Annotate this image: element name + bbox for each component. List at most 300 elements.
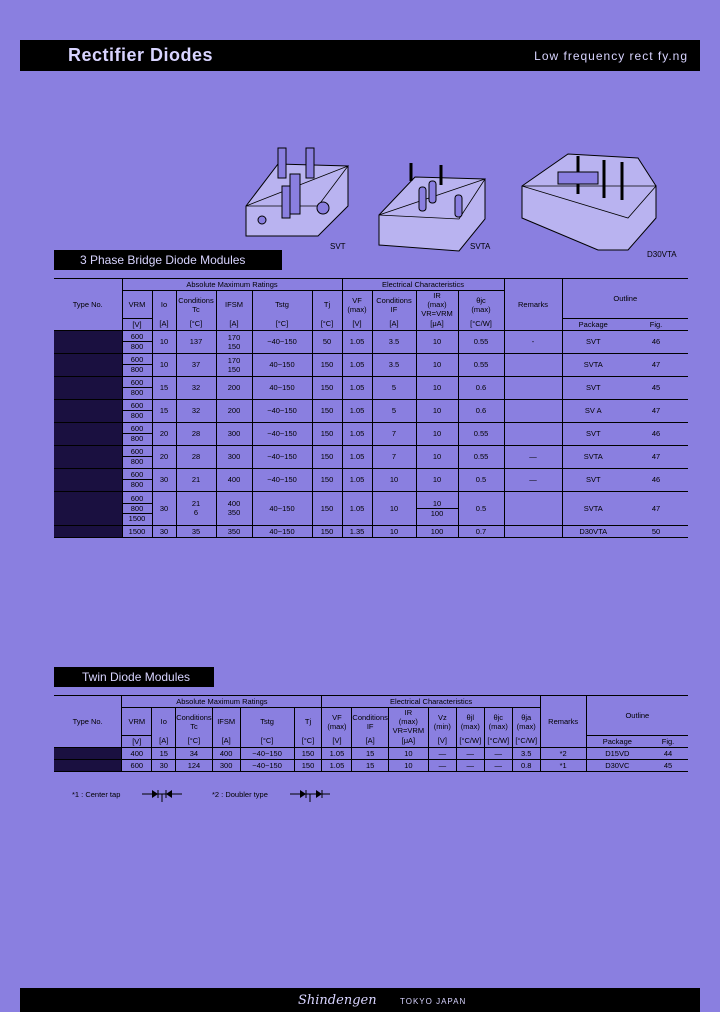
tstg-cell: 40~150: [252, 525, 312, 537]
ir-value: 100: [430, 526, 444, 536]
io-cell: 30: [152, 468, 176, 491]
bridge-unit-ua: [μA]: [416, 318, 458, 330]
rja-cell: 0.8: [512, 759, 540, 771]
vrm-cell: [122, 468, 152, 491]
package-cell: D30VTA: [562, 525, 624, 537]
ir-value: 10: [432, 406, 442, 415]
twin-header-cond2: [352, 708, 388, 736]
bridge-header-cond2: [372, 291, 416, 319]
bridge-header-ir-cond: VR=VRM: [421, 309, 453, 318]
vrm-cell: [122, 525, 152, 537]
bridge-header-package: Package: [562, 318, 624, 330]
rjl-cell: —: [456, 759, 484, 771]
if-cell: 5: [372, 376, 416, 399]
bridge-header-absmax: Absolute Maximum Ratings: [122, 279, 342, 291]
package-cell: SVT: [562, 376, 624, 399]
vrm-value: 600: [123, 447, 152, 457]
twin-header-ifsm: IFSM: [212, 708, 240, 736]
ifsm-value: 400: [227, 475, 241, 484]
tstg-cell: 40~150: [252, 376, 312, 399]
twin-header-rjl-text: θjl: [466, 712, 475, 722]
io-cell: 15: [152, 376, 176, 399]
twin-header-vz-text: Vz: [437, 712, 447, 722]
tj-cell: 150: [312, 422, 342, 445]
ifsm-value: 350: [227, 508, 241, 517]
twin-header-tstg: Tstg: [240, 708, 294, 736]
table-row: [54, 759, 688, 771]
ifsm-cell: [216, 376, 252, 399]
vrm-value: 600: [123, 332, 152, 342]
rth-cell: 0.5: [458, 491, 504, 525]
if-cell: 15: [352, 759, 388, 771]
tstg-cell: −40~150: [252, 422, 312, 445]
ir-value: 10: [432, 475, 442, 484]
bridge-header-rth: [458, 291, 504, 319]
twin-unit-v: [V]: [122, 735, 152, 747]
vrm-value: 1500: [128, 526, 146, 536]
vf-cell: 1.05: [342, 376, 372, 399]
ir-cell: 10: [388, 747, 428, 759]
vrm-cell: [122, 422, 152, 445]
bridge-unit-v: [V]: [122, 318, 152, 330]
twin-unit-v2: [V]: [322, 735, 352, 747]
table-row: [54, 353, 688, 376]
vrm-value: 600: [123, 355, 152, 365]
fig-cell: 50: [651, 526, 661, 536]
tc-cell: [176, 445, 216, 468]
twin-header-absmax: Absolute Maximum Ratings: [122, 696, 322, 708]
type-no-redacted: [54, 491, 122, 525]
ifsm-cell: [216, 399, 252, 422]
bridge-header-cond-text: Conditions: [178, 295, 214, 305]
io-cell: 10: [152, 330, 176, 353]
twin-header-ir-cond: VR=VRM: [392, 726, 425, 735]
vrm-value: 800: [130, 388, 144, 397]
vf-cell: 1.05: [342, 445, 372, 468]
if-cell: 3.5: [372, 353, 416, 376]
twin-unit-c3: [°C]: [294, 735, 322, 747]
ir-cell: 10: [388, 759, 428, 771]
package-cell: SVTA: [562, 353, 624, 376]
ir-cell: [416, 525, 458, 537]
fig-cell: 47: [651, 452, 661, 461]
bridge-header-outline: Outline: [562, 279, 688, 319]
bridge-header-cond: [176, 291, 216, 319]
rjc-cell: —: [484, 759, 512, 771]
tstg-cell: 40~150: [252, 353, 312, 376]
tc-value: 28: [191, 452, 201, 461]
twin-unit-a: [A]: [152, 735, 176, 747]
twin-note-2: *2 : Doubler type: [212, 790, 268, 799]
tstg-cell: −40~150: [252, 399, 312, 422]
vrm-value: 800: [130, 434, 144, 443]
twin-header-cond: [176, 708, 212, 736]
if-cell: 10: [372, 525, 416, 537]
bridge-unit-a3: [A]: [372, 318, 416, 330]
twin-header-rja-max: (max): [516, 721, 536, 731]
remarks-cell: [504, 399, 562, 422]
remarks-cell: *2: [540, 747, 586, 759]
rth-cell: 0.7: [458, 525, 504, 537]
vrm-cell: [122, 330, 152, 353]
ifsm-value: 200: [227, 383, 241, 392]
ifsm-cell: 300: [212, 759, 240, 771]
twin-header-ir: [388, 708, 428, 736]
vrm-value: 800: [130, 457, 144, 466]
twin-header-type: Type No.: [54, 696, 122, 748]
page-title: Rectifier Diodes: [68, 45, 214, 65]
if-cell: 7: [372, 445, 416, 468]
twin-header-remarks: Remarks: [540, 696, 586, 748]
bridge-header-ir-text: IR: [433, 291, 441, 300]
d30vta-package-drawing: [518, 146, 663, 256]
ir-cell: [416, 376, 458, 399]
twin-note-1: *1 : Center tap: [72, 790, 121, 799]
svta-package-drawing: [375, 155, 495, 255]
fig-cell: 44: [663, 748, 673, 758]
ir-value: 10: [432, 337, 442, 346]
type-no-redacted: [54, 759, 122, 771]
tc-cell: 34: [176, 747, 212, 759]
io-cell: 30: [152, 525, 176, 537]
if-cell: 7: [372, 422, 416, 445]
vf-cell: 1.35: [342, 525, 372, 537]
vrm-cell: [122, 399, 152, 422]
vf-cell: 1.05: [342, 399, 372, 422]
table-row: [54, 525, 688, 537]
rja-cell: 3.5: [512, 747, 540, 759]
vrm-value: 800: [130, 365, 144, 374]
tc-cell: [176, 330, 216, 353]
twin-spec-table: [54, 695, 688, 772]
ifsm-value: 200: [227, 406, 241, 415]
vf-cell: 1.05: [322, 759, 352, 771]
ifsm-value: 170: [227, 332, 241, 342]
remarks-cell: [504, 491, 562, 525]
vz-cell: —: [428, 759, 456, 771]
tc-value: 35: [191, 526, 201, 536]
tstg-cell: −40~150: [252, 468, 312, 491]
package-cell: D30VC: [586, 759, 648, 771]
type-no-redacted: [54, 330, 122, 353]
if-cell: 10: [372, 491, 416, 525]
twin-header-rjl-max: (max): [460, 721, 480, 731]
vrm-value: 600: [123, 378, 152, 388]
io-cell: 15: [152, 747, 176, 759]
bridge-header-fig: Fig.: [624, 318, 688, 330]
vrm-cell: [122, 491, 152, 525]
bridge-header-rth-text: θjc: [476, 295, 486, 305]
bridge-header-remarks: Remarks: [504, 279, 562, 331]
bridge-header-io: Io: [152, 291, 176, 319]
tj-cell: 50: [312, 330, 342, 353]
bridge-header-vf-max: (max): [347, 304, 367, 314]
type-no-redacted: [54, 376, 122, 399]
vf-cell: 1.05: [342, 422, 372, 445]
twin-section-title-text: Twin Diode Modules: [82, 670, 191, 684]
rth-cell: 0.55: [458, 330, 504, 353]
if-cell: 15: [352, 747, 388, 759]
tc-cell: [176, 399, 216, 422]
vf-cell: 1.05: [322, 747, 352, 759]
bridge-header-ir: [416, 291, 458, 319]
remarks-cell: -: [504, 330, 562, 353]
vrm-value: 600: [123, 494, 152, 504]
tj-cell: 150: [312, 468, 342, 491]
fig-cell: 47: [651, 503, 661, 513]
twin-header-rjc-max: (max): [488, 721, 508, 731]
twin-header-rja: [512, 708, 540, 736]
tc-cell: [176, 491, 216, 525]
twin-header-vrm: VRM: [122, 708, 152, 736]
rth-cell: 0.6: [458, 376, 504, 399]
twin-unit-cw2: [°C/W]: [484, 735, 512, 747]
table-row: [54, 747, 688, 759]
ifsm-value: 170: [227, 355, 241, 365]
vrm-value: 600: [123, 401, 152, 411]
ir-value: 10: [432, 498, 442, 508]
twin-header-fig: Fig.: [648, 735, 688, 747]
table-row: [54, 468, 688, 491]
vf-cell: 1.05: [342, 491, 372, 525]
tc-value: 37: [191, 360, 201, 369]
package-cell: SVTA: [562, 491, 624, 525]
remarks-cell: [504, 376, 562, 399]
remarks-cell: *1: [540, 759, 586, 771]
ifsm-cell: [216, 491, 252, 525]
ir-value: 10: [432, 360, 442, 369]
rth-cell: 0.6: [458, 399, 504, 422]
bridge-unit-a: [A]: [152, 318, 176, 330]
ir-cell: [416, 399, 458, 422]
ifsm-value: 300: [227, 429, 241, 438]
twin-unit-c2: [°C]: [240, 735, 294, 747]
type-no-redacted: [54, 468, 122, 491]
ifsm-value: 150: [227, 364, 241, 374]
header-bar: [20, 40, 700, 71]
ifsm-cell: [216, 525, 252, 537]
page-subtitle: Low frequency rect fy.ng: [534, 49, 688, 63]
tc-value: 6: [193, 508, 199, 517]
ir-cell: [416, 330, 458, 353]
vf-cell: 1.05: [342, 468, 372, 491]
if-cell: 3.5: [372, 330, 416, 353]
bridge-header-vrm: VRM: [122, 291, 152, 319]
twin-header-elec: Electrical Characteristics: [322, 696, 540, 708]
brand-location: TOKYO JAPAN: [400, 997, 467, 1006]
fig-cell: 45: [651, 383, 661, 392]
rth-cell: 0.55: [458, 422, 504, 445]
table-row: [54, 445, 688, 468]
fig-cell: 46: [651, 429, 661, 438]
tj-cell: 150: [312, 525, 342, 537]
tj-cell: 150: [312, 445, 342, 468]
ifsm-value: 300: [227, 452, 241, 461]
tj-cell: 150: [294, 759, 322, 771]
twin-header-vz: [428, 708, 456, 736]
vrm-cell: [122, 353, 152, 376]
ir-cell: [416, 491, 458, 525]
ir-cell: [416, 353, 458, 376]
twin-header-cond-text: Conditions: [176, 712, 212, 722]
tc-cell: [176, 376, 216, 399]
tc-value: 32: [191, 406, 201, 415]
ir-value: 100: [417, 508, 458, 518]
center-tap-symbol: [140, 788, 184, 804]
vrm-value: 800: [130, 411, 144, 420]
remarks-cell: —: [504, 445, 562, 468]
tstg-cell: −40~150: [252, 330, 312, 353]
io-cell: 30: [152, 759, 176, 771]
bridge-section-title-text: 3 Phase Bridge Diode Modules: [80, 253, 246, 267]
tstg-cell: 40~150: [252, 491, 312, 525]
tc-value: 32: [191, 383, 201, 392]
tc-value: 28: [191, 429, 201, 438]
twin-header-vf: [322, 708, 352, 736]
ifsm-cell: 400: [212, 747, 240, 759]
fig-cell: 46: [651, 337, 661, 346]
remarks-cell: —: [504, 468, 562, 491]
bridge-unit-c: [°C]: [176, 318, 216, 330]
twin-header-rjc-text: θjc: [493, 712, 504, 722]
ir-cell: [416, 445, 458, 468]
tc-cell: 124: [176, 759, 212, 771]
rth-cell: 0.5: [458, 468, 504, 491]
svt-package-drawing: [238, 146, 358, 246]
rjc-cell: —: [484, 747, 512, 759]
vrm-value: 800: [130, 480, 144, 489]
bridge-header-ifsm: IFSM: [216, 291, 252, 319]
bridge-section-title: [54, 250, 282, 270]
d30vta-package-label: D30VTA: [647, 250, 677, 259]
tc-value: 21: [191, 499, 201, 508]
twin-unit-ua: [μA]: [388, 735, 428, 747]
ir-value: 10: [432, 383, 442, 392]
vf-cell: 1.05: [342, 353, 372, 376]
ir-value: 10: [432, 452, 442, 461]
table-row: [54, 422, 688, 445]
twin-header-cond2-text: Conditions: [352, 712, 388, 722]
twin-header-rjc: [484, 708, 512, 736]
bridge-header-cond2-text: Conditions: [376, 295, 412, 305]
tj-cell: 150: [312, 491, 342, 525]
twin-header-tj: Tj: [294, 708, 322, 736]
tj-cell: 150: [312, 376, 342, 399]
twin-unit-cw3: [°C/W]: [512, 735, 540, 747]
twin-unit-cw1: [°C/W]: [456, 735, 484, 747]
bridge-header-tstg: Tstg: [252, 291, 312, 319]
ir-cell: [416, 422, 458, 445]
if-cell: 10: [372, 468, 416, 491]
type-no-redacted: [54, 525, 122, 537]
tstg-cell: −40~150: [240, 759, 294, 771]
io-cell: 20: [152, 445, 176, 468]
twin-header-rja-text: θja: [521, 712, 532, 722]
if-cell: 5: [372, 399, 416, 422]
table-row: [54, 491, 688, 525]
vrm-cell: [122, 445, 152, 468]
bridge-header-type: Type No.: [54, 279, 122, 331]
brand-logo: Shindengen: [298, 993, 377, 1008]
bridge-unit-c3: [°C]: [312, 318, 342, 330]
type-no-redacted: [54, 399, 122, 422]
bridge-unit-a2: [A]: [216, 318, 252, 330]
package-cell: SVT: [562, 468, 624, 491]
ifsm-value: 350: [227, 526, 241, 536]
bridge-header-rth-max: (max): [471, 304, 491, 314]
bridge-header-tj: Tj: [312, 291, 342, 319]
vz-cell: —: [428, 747, 456, 759]
type-no-redacted: [54, 445, 122, 468]
twin-header-vf-max: (max): [327, 721, 347, 731]
twin-header-vf-text: VF: [332, 712, 342, 722]
vrm-cell: 400: [122, 747, 152, 759]
twin-header-ir-max: (max): [398, 717, 418, 726]
twin-header-package: Package: [586, 735, 648, 747]
ifsm-cell: [216, 445, 252, 468]
bridge-header-elec: Electrical Characteristics: [342, 279, 504, 291]
tc-value: 137: [189, 337, 203, 346]
bridge-unit-cw: [°C/W]: [458, 318, 504, 330]
type-no-redacted: [54, 422, 122, 445]
package-cell: SVTA: [562, 445, 624, 468]
vrm-value: 1500: [128, 513, 146, 523]
vrm-value: 800: [123, 504, 152, 514]
ir-cell: [416, 468, 458, 491]
bridge-header-vf: [342, 291, 372, 319]
fig-cell: 47: [651, 360, 661, 369]
table-row: [54, 376, 688, 399]
package-cell: D15VD: [586, 747, 648, 759]
ifsm-cell: [216, 353, 252, 376]
fig-cell: 45: [663, 760, 673, 770]
ifsm-cell: [216, 330, 252, 353]
twin-unit-c: [°C]: [176, 735, 212, 747]
footer-bar: [20, 988, 700, 1012]
remarks-cell: [504, 525, 562, 537]
remarks-cell: [504, 422, 562, 445]
tj-cell: 150: [294, 747, 322, 759]
twin-section-title: [54, 667, 214, 687]
package-cell: SV A: [562, 399, 624, 422]
vrm-cell: [122, 376, 152, 399]
bridge-unit-c2: [°C]: [252, 318, 312, 330]
fig-cell: 46: [651, 475, 661, 484]
rjl-cell: —: [456, 747, 484, 759]
bridge-header-if: IF: [390, 304, 398, 314]
tc-cell: [176, 422, 216, 445]
ir-value: 10: [432, 429, 442, 438]
tj-cell: 150: [312, 399, 342, 422]
ifsm-cell: [216, 422, 252, 445]
tc-cell: [176, 468, 216, 491]
package-cell: SVT: [562, 422, 624, 445]
package-cell: SVT: [562, 330, 624, 353]
remarks-cell: [504, 353, 562, 376]
fig-cell: 47: [651, 406, 661, 415]
vrm-value: 600: [123, 470, 152, 480]
tstg-cell: −40~150: [240, 747, 294, 759]
twin-header-tc: Tc: [190, 721, 198, 731]
bridge-unit-v2: [V]: [342, 318, 372, 330]
twin-header-rjl: [456, 708, 484, 736]
table-row: [54, 399, 688, 422]
tc-cell: [176, 525, 216, 537]
type-no-redacted: [54, 747, 122, 759]
svta-package-label: SVTA: [470, 242, 491, 251]
twin-header-if: IF: [366, 721, 374, 731]
vrm-cell: 600: [122, 759, 152, 771]
